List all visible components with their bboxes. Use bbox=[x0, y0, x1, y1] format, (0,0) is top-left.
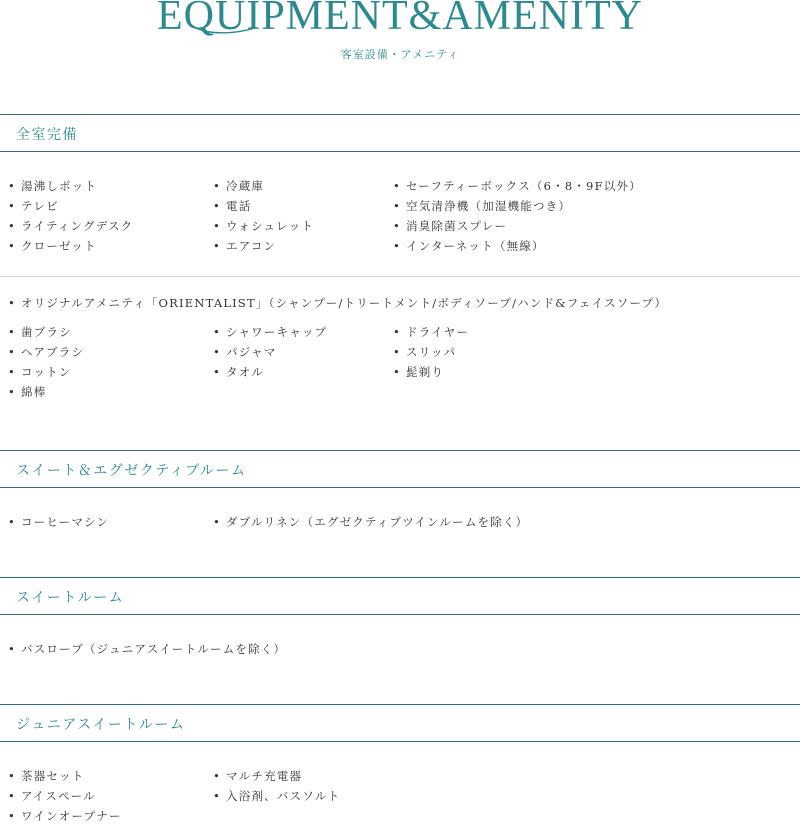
list-item: • ダブルリネン（エグゼクティブツインルームを除く） bbox=[213, 512, 528, 532]
list-item: • スリッパ bbox=[393, 342, 469, 362]
page-title bbox=[157, 0, 643, 46]
list-item: • 湯沸しポット bbox=[8, 176, 133, 196]
section-title-junior-suite: ジュニアスイートルーム bbox=[16, 717, 186, 733]
list-item: • シャワーキャップ bbox=[213, 322, 327, 342]
amenity-list-col2 bbox=[213, 322, 327, 382]
section-title-all-rooms: 全室完備 bbox=[16, 127, 78, 143]
equipment-list-col1 bbox=[8, 176, 133, 256]
section-title-suite-executive: スイート＆エグゼクティブルーム bbox=[16, 463, 247, 479]
amenity-headline-list bbox=[8, 293, 667, 313]
list-item: • エアコン bbox=[213, 236, 314, 256]
title-swash-decoration bbox=[187, 18, 257, 38]
amenity-list-col1 bbox=[8, 322, 84, 402]
suite-executive-list-col2 bbox=[213, 512, 528, 532]
list-item: • アイスペール bbox=[8, 786, 122, 806]
list-item: • 冷蔵庫 bbox=[213, 176, 314, 196]
list-item: • ドライヤー bbox=[393, 322, 469, 342]
section-header-junior-suite bbox=[0, 704, 800, 742]
section-header-all-rooms bbox=[0, 114, 800, 152]
equipment-list-col3 bbox=[393, 176, 642, 256]
section-header-suite-executive bbox=[0, 450, 800, 488]
list-item: • 茶器セット bbox=[8, 766, 122, 786]
junior-suite-list-col1 bbox=[8, 766, 122, 826]
list-item: • 綿棒 bbox=[8, 382, 84, 402]
list-item: • マルチ充電器 bbox=[213, 766, 340, 786]
list-item: • 歯ブラシ bbox=[8, 322, 84, 342]
section-divider bbox=[0, 276, 800, 277]
list-item: • パジャマ bbox=[213, 342, 327, 362]
list-item: • 電話 bbox=[213, 196, 314, 216]
list-item: • 空気清浄機（加湿機能つき） bbox=[393, 196, 642, 216]
list-item: • クローゼット bbox=[8, 236, 133, 256]
page-header bbox=[0, 0, 800, 62]
list-item: • インターネット（無線） bbox=[393, 236, 642, 256]
section-header-suite bbox=[0, 577, 800, 615]
list-item: • ウォシュレット bbox=[213, 216, 314, 236]
list-item: • コットン bbox=[8, 362, 84, 382]
list-item: • ワインオープナー bbox=[8, 806, 122, 826]
amenity-list-col3 bbox=[393, 322, 469, 382]
list-item: • テレビ bbox=[8, 196, 133, 216]
list-item: • コーヒーマシン bbox=[8, 512, 109, 532]
list-item: • ヘアブラシ bbox=[8, 342, 84, 362]
list-item: • バスローブ（ジュニアスイートルームを除く） bbox=[8, 639, 286, 659]
suite-list-col1 bbox=[8, 639, 286, 659]
list-item: • タオル bbox=[213, 362, 327, 382]
junior-suite-list-col2 bbox=[213, 766, 340, 806]
amenity-headline: • オリジナルアメニティ「ORIENTALIST」（シャンプー/トリートメント/ボディソープ/ハンド&フェイスソープ） bbox=[8, 293, 667, 313]
page-title-text: EQUIPMENT&AMENITY bbox=[157, 0, 643, 39]
page-subtitle: 客室設備・アメニティ bbox=[340, 48, 460, 61]
list-item: • ライティングデスク bbox=[8, 216, 133, 236]
list-item: • 髭剃り bbox=[393, 362, 469, 382]
list-item: • セーフティーボックス（6・8・9F以外） bbox=[393, 176, 642, 196]
equipment-list-col2 bbox=[213, 176, 314, 256]
list-item: • 消臭除菌スプレー bbox=[393, 216, 642, 236]
list-item: • 入浴剤、バスソルト bbox=[213, 786, 340, 806]
section-title-suite: スイートルーム bbox=[16, 590, 125, 606]
suite-executive-list-col1 bbox=[8, 512, 109, 532]
